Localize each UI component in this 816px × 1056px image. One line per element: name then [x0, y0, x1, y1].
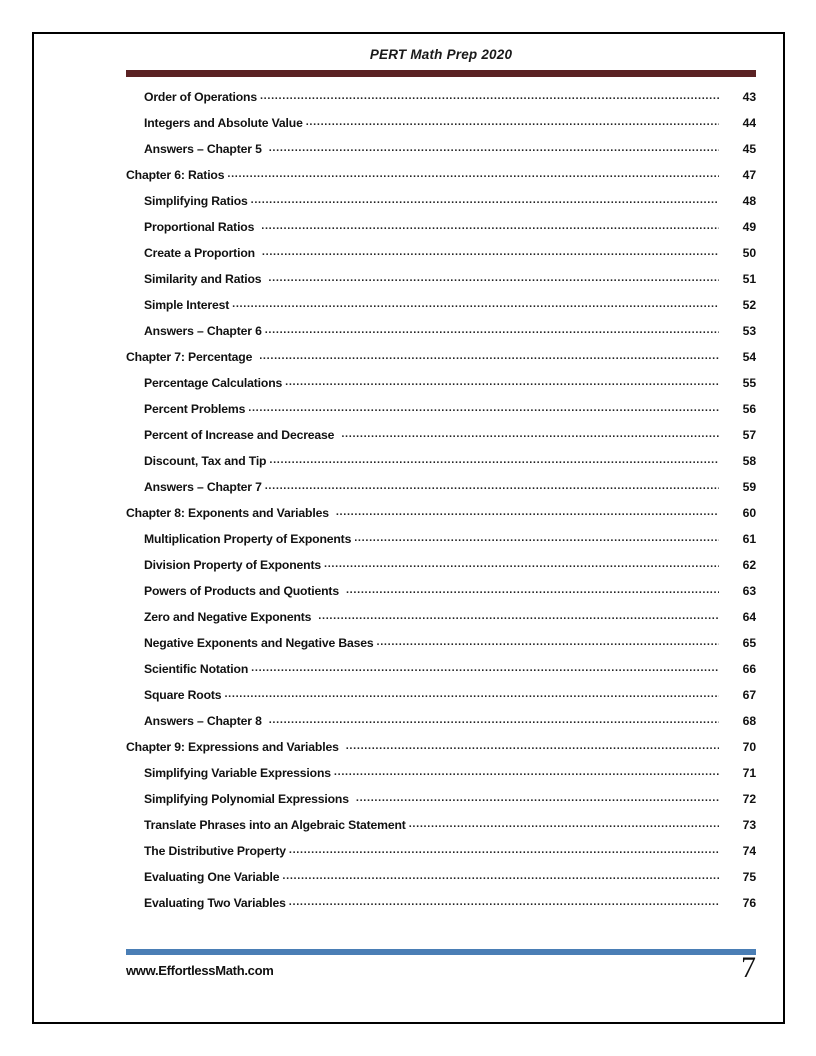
toc-dot-leader — [259, 349, 719, 361]
toc-entry-label: Translate Phrases into an Algebraic Statement — [144, 818, 406, 832]
toc-dot-leader — [265, 479, 719, 491]
toc-dot-leader — [269, 141, 719, 153]
toc-entry-label: Chapter 8: Exponents and Variables — [126, 506, 329, 520]
toc-entry-page-number: 49 — [742, 220, 756, 234]
toc-dot-leader — [324, 557, 719, 569]
toc-entry[interactable] — [92, 427, 756, 453]
toc-entry-label: Square Roots — [144, 688, 222, 702]
toc-entry-page-number: 66 — [742, 662, 756, 676]
toc-entry[interactable] — [92, 687, 756, 713]
toc-entry[interactable] — [92, 505, 756, 531]
toc-entry-label: Simplifying Polynomial Expressions — [144, 792, 349, 806]
toc-entry-page-number: 57 — [742, 428, 756, 442]
toc-dot-leader — [306, 115, 719, 127]
toc-entry[interactable] — [92, 115, 756, 141]
toc-dot-leader — [261, 219, 719, 231]
toc-dot-leader — [318, 609, 719, 621]
toc-entry-page-number: 74 — [742, 844, 756, 858]
toc-entry-page-number: 64 — [742, 610, 756, 624]
toc-dot-leader — [336, 505, 719, 517]
toc-entry-page-number: 63 — [742, 584, 756, 598]
toc-entry[interactable] — [92, 219, 756, 245]
toc-entry-label: Simplifying Ratios — [144, 194, 248, 208]
toc-entry[interactable] — [92, 193, 756, 219]
toc-dot-leader — [346, 739, 719, 751]
toc-entry-page-number: 45 — [742, 142, 756, 156]
toc-entry-label: Negative Exponents and Negative Bases — [144, 636, 374, 650]
toc-dot-leader — [376, 635, 719, 647]
toc-entry-page-number: 70 — [742, 740, 756, 754]
toc-dot-leader — [268, 271, 719, 283]
toc-entry-label: The Distributive Property — [144, 844, 286, 858]
toc-entry-page-number: 75 — [742, 870, 756, 884]
toc-entry[interactable] — [92, 791, 756, 817]
toc-entry-page-number: 60 — [742, 506, 756, 520]
toc-entry[interactable] — [92, 869, 756, 895]
page-header — [126, 46, 756, 86]
toc-dot-leader — [346, 583, 719, 595]
toc-entry-label: Scientific Notation — [144, 662, 249, 676]
toc-entry[interactable] — [92, 609, 756, 635]
toc-entry[interactable] — [92, 765, 756, 791]
page-number: 7 — [741, 951, 756, 984]
toc-entry[interactable] — [92, 817, 756, 843]
toc-entry[interactable] — [92, 557, 756, 583]
toc-entry-label: Chapter 6: Ratios — [126, 168, 225, 182]
toc-entry-page-number: 73 — [742, 818, 756, 832]
toc-entry-page-number: 54 — [742, 350, 756, 364]
toc-dot-leader — [341, 427, 719, 439]
toc-entry-page-number: 76 — [742, 896, 756, 910]
toc-entry[interactable] — [92, 349, 756, 375]
toc-dot-leader — [334, 765, 719, 777]
toc-dot-leader — [260, 89, 719, 101]
toc-entry-label: Discount, Tax and Tip — [144, 454, 267, 468]
toc-entry-label: Integers and Absolute Value — [144, 116, 303, 130]
toc-entry[interactable] — [92, 479, 756, 505]
toc-dot-leader — [282, 869, 719, 881]
toc-entry-page-number: 67 — [742, 688, 756, 702]
toc-dot-leader — [248, 401, 719, 413]
toc-dot-leader — [356, 791, 719, 803]
toc-entry[interactable] — [92, 895, 756, 921]
toc-entry[interactable] — [92, 661, 756, 687]
toc-entry[interactable] — [92, 271, 756, 297]
toc-entry-label: Answers – Chapter 6 — [144, 324, 262, 338]
footer-accent-rule — [126, 949, 756, 955]
toc-entry-label: Answers – Chapter 7 — [144, 480, 262, 494]
toc-entry-page-number: 72 — [742, 792, 756, 806]
toc-dot-leader — [265, 323, 719, 335]
toc-dot-leader — [269, 713, 719, 725]
toc-entry[interactable] — [92, 531, 756, 557]
toc-entry-page-number: 47 — [742, 168, 756, 182]
page-title: PERT Math Prep 2020 — [369, 47, 513, 62]
toc-entry[interactable] — [92, 323, 756, 349]
toc-dot-leader — [227, 167, 719, 179]
toc-dot-leader — [224, 687, 719, 699]
toc-dot-leader — [409, 817, 719, 829]
toc-entry[interactable] — [92, 167, 756, 193]
toc-entry[interactable] — [92, 843, 756, 869]
toc-entry-label: Division Property of Exponents — [144, 558, 321, 572]
toc-entry-page-number: 52 — [742, 298, 756, 312]
toc-entry-label: Simplifying Variable Expressions — [144, 766, 331, 780]
toc-entry-label: Multiplication Property of Exponents — [144, 532, 352, 546]
toc-entry-label: Proportional Ratios — [144, 220, 255, 234]
toc-entry[interactable] — [92, 713, 756, 739]
toc-entry-page-number: 43 — [742, 90, 756, 104]
toc-entry[interactable] — [92, 89, 756, 115]
toc-entry-label: Powers of Products and Quotients — [144, 584, 339, 598]
toc-entry-page-number: 58 — [742, 454, 756, 468]
toc-entry-label: Similarity and Ratios — [144, 272, 262, 286]
toc-entry-page-number: 51 — [742, 272, 756, 286]
toc-dot-leader — [251, 193, 719, 205]
toc-entry-label: Chapter 7: Percentage — [126, 350, 253, 364]
toc-entry-label: Answers – Chapter 5 — [144, 142, 262, 156]
toc-entry-label: Evaluating Two Variables — [144, 896, 286, 910]
toc-entry-page-number: 50 — [742, 246, 756, 260]
toc-entry-page-number: 55 — [742, 376, 756, 390]
toc-dot-leader — [269, 453, 719, 465]
toc-entry-label: Create a Proportion — [144, 246, 255, 260]
toc-entry-page-number: 61 — [742, 532, 756, 546]
toc-entry[interactable] — [92, 635, 756, 661]
toc-entry-label: Order of Operations — [144, 90, 257, 104]
toc-dot-leader — [232, 297, 719, 309]
toc-entry-page-number: 44 — [742, 116, 756, 130]
toc-entry-page-number: 68 — [742, 714, 756, 728]
toc-entry-label: Percent Problems — [144, 402, 246, 416]
toc-entry[interactable] — [92, 245, 756, 271]
footer-website-link[interactable]: www.EffortlessMath.com — [126, 963, 274, 978]
toc-dot-leader — [285, 375, 719, 387]
toc-entry[interactable] — [92, 297, 756, 323]
header-accent-rule — [126, 70, 756, 77]
toc-entry[interactable] — [92, 375, 756, 401]
toc-entry-label: Percent of Increase and Decrease — [144, 428, 335, 442]
toc-entry-page-number: 65 — [742, 636, 756, 650]
toc-entry-page-number: 48 — [742, 194, 756, 208]
page-footer — [126, 949, 756, 1019]
toc-entry-label: Chapter 9: Expressions and Variables — [126, 740, 339, 754]
toc-entry-page-number: 71 — [742, 766, 756, 780]
toc-entry[interactable] — [92, 583, 756, 609]
toc-entry-label: Answers – Chapter 8 — [144, 714, 262, 728]
toc-dot-leader — [354, 531, 719, 543]
toc-dot-leader — [262, 245, 719, 257]
page-border-frame — [32, 32, 785, 1024]
toc-entry[interactable] — [92, 739, 756, 765]
toc-entry-label: Simple Interest — [144, 298, 230, 312]
table-of-contents — [92, 89, 756, 921]
toc-entry[interactable] — [92, 401, 756, 427]
toc-dot-leader — [289, 895, 719, 907]
toc-entry-label: Evaluating One Variable — [144, 870, 280, 884]
toc-entry-label: Percentage Calculations — [144, 376, 283, 390]
toc-dot-leader — [289, 843, 719, 855]
toc-entry-page-number: 53 — [742, 324, 756, 338]
toc-dot-leader — [251, 661, 719, 673]
toc-entry[interactable] — [92, 453, 756, 479]
toc-entry[interactable] — [92, 141, 756, 167]
toc-entry-page-number: 62 — [742, 558, 756, 572]
toc-entry-page-number: 56 — [742, 402, 756, 416]
toc-entry-page-number: 59 — [742, 480, 756, 494]
toc-entry-label: Zero and Negative Exponents — [144, 610, 312, 624]
